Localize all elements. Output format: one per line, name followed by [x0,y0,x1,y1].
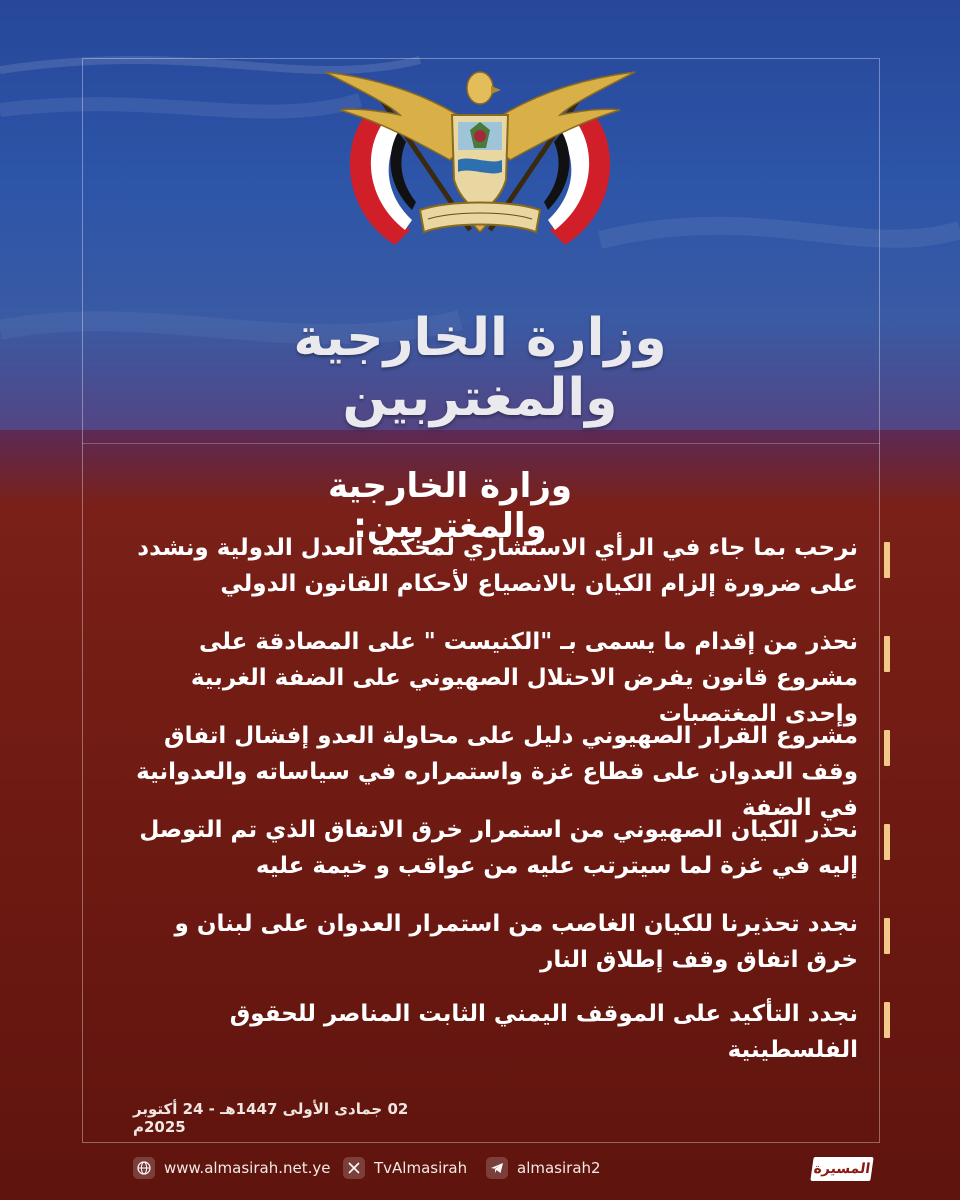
statement-bullet-bar [884,542,890,578]
x-icon [343,1157,365,1179]
footer-website-label: www.almasirah.net.ye [164,1159,331,1177]
statement-text: نرحب بما جاء في الرأي الاستشاري لمحكمة العدل الدولية ونشدد على ضرورة إلزام الكيان بالانصياع لأحكام القانون الدولي [137,535,858,597]
footer-telegram[interactable] [486,1157,601,1179]
footer-x-label: TvAlmasirah [374,1159,468,1177]
statement-text: نحذر الكيان الصهيوني من استمرار خرق الاتفاق الذي تم التوصل إليه في غزة لما سيترتب عليه من عواقب و خيمة عليه [139,817,858,879]
statement-text: نحذر من إقدام ما يسمى بـ "الكنيست " على المصادقة على مشروع قانون يفرض الاحتلال الصهيوني على الضفة الغربية وإحدى المغتصبات [190,629,858,727]
publication-date: 02 جمادى الأولى 1447هـ - 24 أكتوبر 2025م [133,1100,409,1136]
statement-bullet-bar [884,918,890,954]
statement-bullet-bar [884,824,890,860]
telegram-icon [486,1157,508,1179]
almasirah-logo: المسيرة [810,1157,873,1181]
statement-bullet-bar [884,636,890,672]
frame-divider [82,443,880,444]
footer-website[interactable] [133,1157,330,1179]
footer-x-account[interactable] [343,1157,467,1179]
statement-text: نجدد تحذيرنا للكيان الغاصب من استمرار العدوان على لبنان و خرق اتفاق وقف إطلاق النار [174,911,858,973]
statement-bullet-bar [884,730,890,766]
footer-telegram-label: almasirah2 [517,1159,601,1177]
statement-heading: وزارة الخارجية والمغتربين: [327,466,573,546]
statement-text: نجدد التأكيد على الموقف اليمني الثابت المناصر للحقوق الفلسطينية [229,1001,858,1063]
statement-bullet-bar [884,1002,890,1038]
yemen-emblem-icon [300,60,660,270]
statement-text: مشروع القرار الصهيوني دليل على محاولة العدو إفشال اتفاق وقف العدوان على قطاع غزة واستمراره في سياساته والعدوانية في الضفة [136,723,858,821]
ministry-banner-title: وزارة الخارجية والمغتربين [293,308,667,428]
globe-icon [133,1157,155,1179]
